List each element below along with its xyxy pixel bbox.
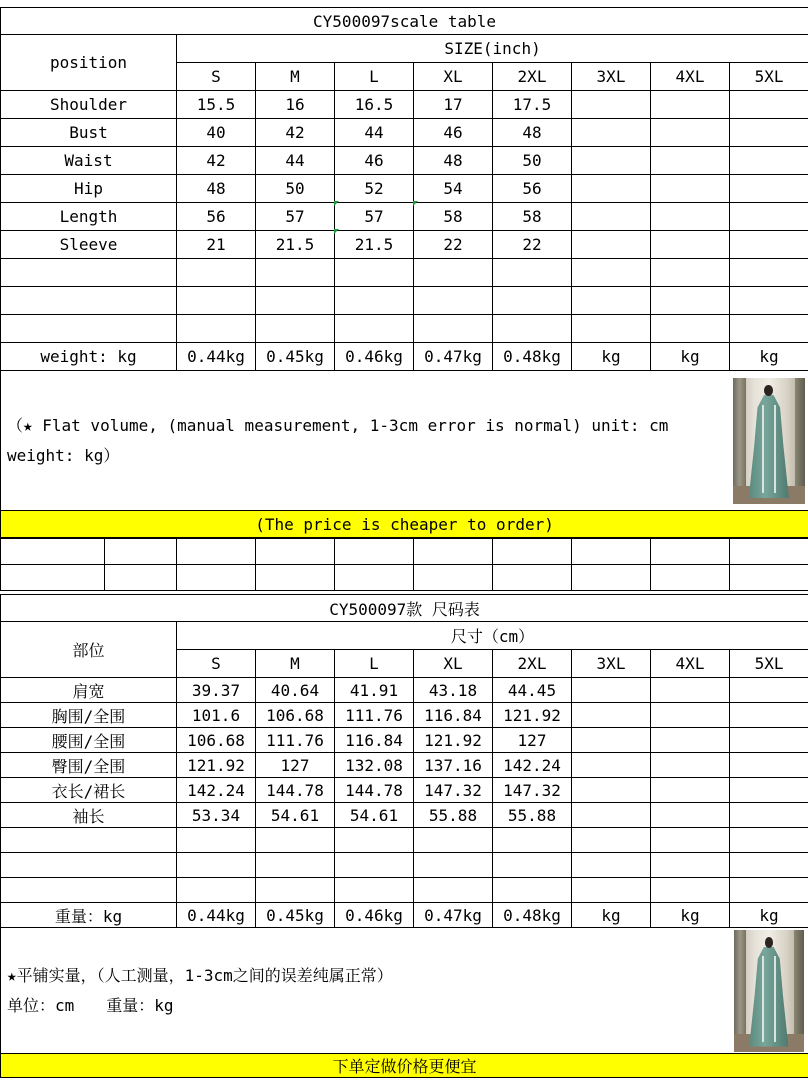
table-cell: 17 xyxy=(414,91,493,119)
weight-value: 0.47kg xyxy=(414,343,493,371)
table-cell: 40.64 xyxy=(256,678,335,703)
measurement-note: （★ Flat volume, (manual measurement, 1-3cm error is normal) unit: cm weight: kg） xyxy=(1,371,730,511)
table-cell: 44 xyxy=(335,119,414,147)
empty-cell xyxy=(335,853,414,878)
table-cell: 21.5 xyxy=(335,231,414,259)
size-header: M xyxy=(256,63,335,91)
table-cell: 58 xyxy=(493,203,572,231)
row-label: Bust xyxy=(1,119,177,147)
weight-value: kg xyxy=(730,343,808,371)
empty-cell xyxy=(335,828,414,853)
weight-row xyxy=(1,903,808,928)
table-cell: 144.78 xyxy=(256,778,335,803)
table-cell: 54 xyxy=(414,175,493,203)
row-label: Sleeve xyxy=(1,231,177,259)
empty-cell xyxy=(493,287,572,315)
size-header: 4XL xyxy=(651,650,730,678)
position-header: position xyxy=(1,35,177,91)
empty-cell xyxy=(651,315,730,343)
empty-cell xyxy=(651,287,730,315)
table-cell: 22 xyxy=(493,231,572,259)
table-row xyxy=(1,175,808,203)
empty-cell xyxy=(572,878,651,903)
weight-value: kg xyxy=(651,903,730,928)
table-cell: 127 xyxy=(493,728,572,753)
empty-cell xyxy=(651,828,730,853)
table-row xyxy=(1,119,808,147)
table-cell xyxy=(730,203,808,231)
weight-value: 0.48kg xyxy=(493,343,572,371)
size-header: 2XL xyxy=(493,63,572,91)
table-cell: 132.08 xyxy=(335,753,414,778)
empty-cell xyxy=(572,287,651,315)
table-cell: 142.24 xyxy=(177,778,256,803)
table-cell: 147.32 xyxy=(493,778,572,803)
empty-cell xyxy=(730,287,808,315)
empty-cell xyxy=(493,878,572,903)
table-cell xyxy=(730,91,808,119)
row-label: 肩宽 xyxy=(1,678,177,703)
table-cell xyxy=(572,678,651,703)
empty-cell xyxy=(177,259,256,287)
table-row xyxy=(1,203,808,231)
product-photo-cell xyxy=(730,928,808,1054)
table-cell xyxy=(651,678,730,703)
table-row xyxy=(1,753,808,778)
table-cell xyxy=(651,147,730,175)
empty-cell xyxy=(256,287,335,315)
table-cell xyxy=(651,119,730,147)
weight-label: weight: kg xyxy=(1,343,177,371)
table-cell xyxy=(572,728,651,753)
table-cell xyxy=(572,147,651,175)
table-row xyxy=(1,803,808,828)
comment-marker xyxy=(334,229,339,234)
size-header: 2XL xyxy=(493,650,572,678)
empty-cell xyxy=(572,828,651,853)
empty-cell xyxy=(414,853,493,878)
comment-marker xyxy=(334,201,339,206)
product-photo xyxy=(734,930,804,1052)
weight-value: 0.46kg xyxy=(335,903,414,928)
spacer-grid xyxy=(0,537,808,591)
table-cell: 144.78 xyxy=(335,778,414,803)
table-cell xyxy=(651,778,730,803)
table-cell: 137.16 xyxy=(414,753,493,778)
table-cell: 56 xyxy=(493,175,572,203)
empty-cell xyxy=(414,878,493,903)
table-cell: 121.92 xyxy=(493,703,572,728)
empty-cell xyxy=(730,878,808,903)
table-cell: 106.68 xyxy=(177,728,256,753)
table-cell xyxy=(572,175,651,203)
table-cell: 16.5 xyxy=(335,91,414,119)
empty-cell xyxy=(493,259,572,287)
table-cell: 42 xyxy=(177,147,256,175)
empty-cell xyxy=(414,259,493,287)
table-cell: 21.5 xyxy=(256,231,335,259)
empty-cell xyxy=(730,853,808,878)
empty-cell xyxy=(1,315,177,343)
table-cell: 44.45 xyxy=(493,678,572,703)
row-label: Shoulder xyxy=(1,91,177,119)
table-cell xyxy=(572,119,651,147)
table-cell xyxy=(730,803,808,828)
measurement-rows xyxy=(1,678,808,828)
empty-cell xyxy=(730,315,808,343)
weight-value: kg xyxy=(572,343,651,371)
empty-cell xyxy=(256,878,335,903)
weight-value: 0.46kg xyxy=(335,343,414,371)
empty-cell xyxy=(256,259,335,287)
size-header: XL xyxy=(414,650,493,678)
table-cell xyxy=(730,119,808,147)
table-cell xyxy=(651,728,730,753)
measurement-note xyxy=(1,928,730,1054)
table-cell xyxy=(730,753,808,778)
empty-cell xyxy=(572,259,651,287)
table-cell xyxy=(572,91,651,119)
comment-marker xyxy=(413,201,418,206)
table-cell xyxy=(572,753,651,778)
size-unit-header: SIZE(inch) xyxy=(177,35,808,63)
weight-value: 0.48kg xyxy=(493,903,572,928)
table-cell xyxy=(730,231,808,259)
table-row xyxy=(1,231,808,259)
position-header: 部位 xyxy=(1,622,177,678)
table-title: CY500097scale table xyxy=(1,8,808,35)
table-cell xyxy=(572,231,651,259)
weight-value: kg xyxy=(651,343,730,371)
table-row xyxy=(1,91,808,119)
table-cell: 116.84 xyxy=(414,703,493,728)
size-header: 3XL xyxy=(572,63,651,91)
table-cell: 121.92 xyxy=(414,728,493,753)
table-cell: 116.84 xyxy=(335,728,414,753)
table-cell: 106.68 xyxy=(256,703,335,728)
table-cell xyxy=(651,203,730,231)
table-cell: 16 xyxy=(256,91,335,119)
empty-cell xyxy=(1,259,177,287)
table-row xyxy=(1,728,808,753)
price-banner: 下单定做价格更便宜 xyxy=(1,1054,808,1078)
table-row xyxy=(1,678,808,703)
empty-cell xyxy=(177,287,256,315)
row-label: 腰围/全围 xyxy=(1,728,177,753)
table-cell: 21 xyxy=(177,231,256,259)
price-banner: (The price is cheaper to order) xyxy=(1,511,808,539)
table-cell xyxy=(651,175,730,203)
empty-cell xyxy=(493,853,572,878)
size-header: L xyxy=(335,63,414,91)
empty-cell xyxy=(493,828,572,853)
empty-cell xyxy=(335,315,414,343)
table-cell: 17.5 xyxy=(493,91,572,119)
row-label: 袖长 xyxy=(1,803,177,828)
size-header: M xyxy=(256,650,335,678)
table-cell: 55.88 xyxy=(493,803,572,828)
table-cell: 58 xyxy=(414,203,493,231)
table-cell: 46 xyxy=(335,147,414,175)
note-line: ★平铺实量，（人工测量，1-3cm之间的误差纯属正常） xyxy=(7,965,393,985)
table-cell: 44 xyxy=(256,147,335,175)
table-cell: 39.37 xyxy=(177,678,256,703)
empty-cell xyxy=(493,315,572,343)
empty-cell xyxy=(414,315,493,343)
table-cell: 55.88 xyxy=(414,803,493,828)
weight-value: 0.45kg xyxy=(256,903,335,928)
empty-cell xyxy=(572,315,651,343)
table-cell xyxy=(730,678,808,703)
table-cell xyxy=(730,778,808,803)
weight-value: 0.44kg xyxy=(177,903,256,928)
table-cell xyxy=(651,753,730,778)
product-photo xyxy=(733,378,805,504)
empty-cell xyxy=(335,259,414,287)
empty-cell xyxy=(335,878,414,903)
empty-cell xyxy=(572,853,651,878)
table-cell: 43.18 xyxy=(414,678,493,703)
note-line: 单位：cm 重量：kg xyxy=(7,995,174,1015)
table-cell: 22 xyxy=(414,231,493,259)
table-cell: 127 xyxy=(256,753,335,778)
table-cell xyxy=(730,147,808,175)
empty-cell xyxy=(1,853,177,878)
table-cell: 42 xyxy=(256,119,335,147)
empty-cell xyxy=(414,287,493,315)
row-label: 臀围/全围 xyxy=(1,753,177,778)
size-header: 3XL xyxy=(572,650,651,678)
weight-row xyxy=(1,343,808,371)
table-cell: 52 xyxy=(335,175,414,203)
size-header: 5XL xyxy=(730,63,808,91)
row-label: Waist xyxy=(1,147,177,175)
table-cell: 111.76 xyxy=(256,728,335,753)
size-header: 4XL xyxy=(651,63,730,91)
size-header: S xyxy=(177,63,256,91)
empty-cell xyxy=(1,878,177,903)
table-cell: 56 xyxy=(177,203,256,231)
size-header: L xyxy=(335,650,414,678)
row-label: 衣长/裙长 xyxy=(1,778,177,803)
empty-cell xyxy=(730,828,808,853)
size-header: S xyxy=(177,650,256,678)
measurement-rows xyxy=(1,91,808,259)
empty-cell xyxy=(256,828,335,853)
table-row xyxy=(1,778,808,803)
table-cell: 53.34 xyxy=(177,803,256,828)
empty-cell xyxy=(177,853,256,878)
table-cell xyxy=(572,778,651,803)
size-header: 5XL xyxy=(730,650,808,678)
product-photo-cell xyxy=(730,371,808,511)
english-size-table xyxy=(0,7,808,539)
table-cell: 48 xyxy=(177,175,256,203)
table-cell: 147.32 xyxy=(414,778,493,803)
table-cell xyxy=(730,728,808,753)
table-cell: 15.5 xyxy=(177,91,256,119)
empty-cell xyxy=(335,287,414,315)
empty-cell xyxy=(730,259,808,287)
table-row xyxy=(1,703,808,728)
table-cell xyxy=(651,91,730,119)
table-cell: 54.61 xyxy=(256,803,335,828)
table-cell xyxy=(572,803,651,828)
weight-value: 0.45kg xyxy=(256,343,335,371)
empty-cell xyxy=(177,828,256,853)
table-cell xyxy=(651,231,730,259)
empty-cell xyxy=(177,315,256,343)
table-cell: 41.91 xyxy=(335,678,414,703)
empty-cell xyxy=(1,828,177,853)
weight-label: 重量：kg xyxy=(1,903,177,928)
table-cell: 57 xyxy=(335,203,414,231)
weight-value: 0.47kg xyxy=(414,903,493,928)
table-cell: 48 xyxy=(493,119,572,147)
table-title: CY500097款 尺码表 xyxy=(1,595,808,622)
table-cell: 40 xyxy=(177,119,256,147)
table-cell: 48 xyxy=(414,147,493,175)
table-cell: 57 xyxy=(256,203,335,231)
table-cell: 101.6 xyxy=(177,703,256,728)
table-cell xyxy=(651,803,730,828)
table-row xyxy=(1,147,808,175)
table-cell xyxy=(572,703,651,728)
weight-value: kg xyxy=(730,903,808,928)
table-cell: 142.24 xyxy=(493,753,572,778)
row-label: 胸围/全围 xyxy=(1,703,177,728)
table-cell: 54.61 xyxy=(335,803,414,828)
empty-cell xyxy=(1,287,177,315)
empty-cell xyxy=(651,853,730,878)
weight-value: 0.44kg xyxy=(177,343,256,371)
table-cell: 50 xyxy=(256,175,335,203)
empty-cell xyxy=(256,853,335,878)
chinese-size-table xyxy=(0,594,808,1078)
empty-cell xyxy=(651,259,730,287)
table-cell xyxy=(730,175,808,203)
table-cell: 50 xyxy=(493,147,572,175)
size-header: XL xyxy=(414,63,493,91)
table-cell xyxy=(651,703,730,728)
table-cell xyxy=(572,203,651,231)
table-cell xyxy=(730,703,808,728)
row-label: Hip xyxy=(1,175,177,203)
empty-cell xyxy=(414,828,493,853)
empty-cell xyxy=(651,878,730,903)
table-cell: 111.76 xyxy=(335,703,414,728)
empty-cell xyxy=(177,878,256,903)
weight-value: kg xyxy=(572,903,651,928)
size-unit-header: 尺寸（cm） xyxy=(177,622,808,650)
table-cell: 46 xyxy=(414,119,493,147)
table-cell: 121.92 xyxy=(177,753,256,778)
empty-cell xyxy=(256,315,335,343)
row-label: Length xyxy=(1,203,177,231)
